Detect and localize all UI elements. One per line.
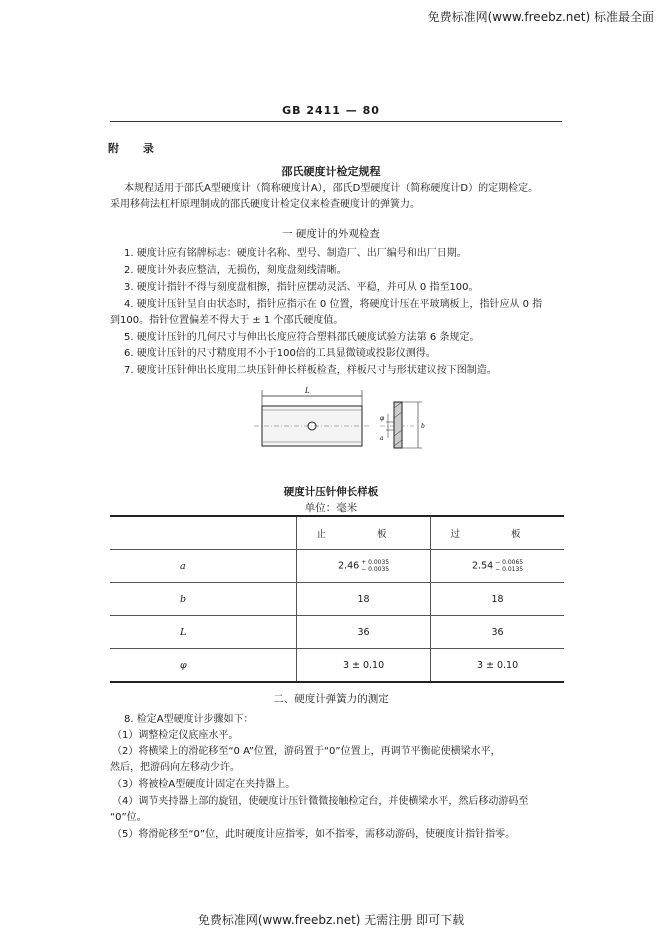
table-unit: 单位：毫米 bbox=[304, 502, 358, 514]
row-label: L bbox=[110, 616, 297, 649]
header-rule bbox=[110, 121, 562, 122]
cell-stop: 18 bbox=[297, 583, 431, 616]
section1-item: 3. 硬度计指针不得与刻度盘相擦，指针应摆动灵活、平稳，并可从 0 指至100。 bbox=[124, 282, 479, 293]
document-number: GB 2411 — 80 bbox=[282, 104, 380, 117]
section1-item: 2. 硬度计外表应整洁，无损伤，刻度盘刻线清晰。 bbox=[124, 265, 347, 276]
table-row bbox=[110, 550, 564, 583]
rules-title: 邵氏硬度计检定规程 bbox=[281, 165, 381, 178]
section2-item: 然后，把游码向左移动少许。 bbox=[110, 762, 240, 773]
cell-go: 2.54 − 0.0065 − 0.0135 bbox=[431, 550, 564, 583]
gauge-plate-table bbox=[110, 515, 564, 683]
row-label: a bbox=[110, 550, 297, 583]
row-label: φ bbox=[110, 649, 297, 683]
row-label: b bbox=[110, 583, 297, 616]
section2-item: （2）将横梁上的滑砣移至“0 A”位置，游码置于“0”位置上，再调节平衡砣使横梁水平， bbox=[112, 746, 501, 757]
cell-go: 3 ± 0.10 bbox=[431, 649, 564, 683]
section1-title: 一 硬度计的外观检查 bbox=[282, 228, 380, 240]
section2-item: 8. 检定A型硬度计步骤如下： bbox=[124, 714, 254, 725]
table-row bbox=[110, 616, 564, 649]
appendix-heading: 附 录 bbox=[108, 142, 164, 155]
section2-title: 二、硬度计弹簧力的测定 bbox=[273, 693, 389, 705]
cell-stop: 36 bbox=[297, 616, 431, 649]
section1-item: 5. 硬度计压针的几何尺寸与伸出长度应符合塑料邵氏硬度试验方法第 6 条规定。 bbox=[124, 332, 480, 343]
section2-item: （4）调节夹持器上部的旋钮，使硬度计压针微微接触检定台，并使横梁水平，然后移动游码至 bbox=[112, 796, 529, 807]
cell-stop: 3 ± 0.10 bbox=[297, 649, 431, 683]
gauge-plate-figure bbox=[250, 380, 450, 480]
section2-item: （5）将滑砣移至“0”位，此时硬度计应指零，如不指零，需移动游码，使硬度计指针指零。 bbox=[112, 829, 516, 840]
table-header-row bbox=[110, 516, 564, 550]
intro-line-2: 采用移荷法杠杆原理制成的邵氏硬度计检定仪来检查硬度计的弹簧力。 bbox=[110, 199, 420, 210]
header-cell-blank bbox=[110, 516, 297, 550]
section1-item: 4. 硬度计压针呈自由状态时，指针应指示在 0 位置，将硬度计压在平玻璃板上，指针应从 0 指 bbox=[124, 299, 543, 310]
section1-item: 6. 硬度计压针的尺寸精度用不小于100倍的工具显微镜或投影仪测得。 bbox=[124, 348, 436, 359]
label-L: L bbox=[305, 387, 310, 395]
intro-line-1: 本规程适用于邵氏A型硬度计（简称硬度计A），邵氏D型硬度计（简称硬度计D）的定期检定。 bbox=[124, 183, 539, 194]
cell-go: 18 bbox=[431, 583, 564, 616]
header-cell-stop: 止 板 bbox=[297, 516, 431, 550]
label-phi: φ bbox=[380, 415, 385, 422]
section1-item: 7. 硬度计压针伸出长度用二块压针伸长样板检查，样板尺寸与形状建议按下图制造。 bbox=[124, 365, 497, 376]
table-row bbox=[110, 583, 564, 616]
cell-stop: 2.46 + 0.0035 − 0.0035 bbox=[297, 550, 431, 583]
section2-item: （3）将被检A型硬度计固定在夹持器上。 bbox=[112, 779, 296, 790]
section1-item: 到100。指针位置偏差不得大于 ± 1 个邵氏硬度值。 bbox=[110, 315, 344, 326]
table-title: 硬度计压针伸长样板 bbox=[283, 486, 379, 498]
watermark-bottom: 免费标准网(www.freebz.net) 无需注册 即可下载 bbox=[197, 913, 465, 927]
label-a: a bbox=[380, 435, 384, 442]
watermark-top: 免费标准网(www.freebz.net) 标准最全面 bbox=[427, 10, 654, 24]
section2-item: “0”位。 bbox=[110, 812, 147, 823]
label-b: b bbox=[421, 423, 425, 430]
section2-item: （1）调整检定仪底座水平。 bbox=[112, 730, 239, 741]
section1-item: 1. 硬度计应有铭牌标志：硬度计名称、型号、制造厂、出厂编号和出厂日期。 bbox=[124, 248, 467, 259]
cell-go: 36 bbox=[431, 616, 564, 649]
header-cell-go: 过 板 bbox=[431, 516, 564, 550]
table-row bbox=[110, 649, 564, 683]
